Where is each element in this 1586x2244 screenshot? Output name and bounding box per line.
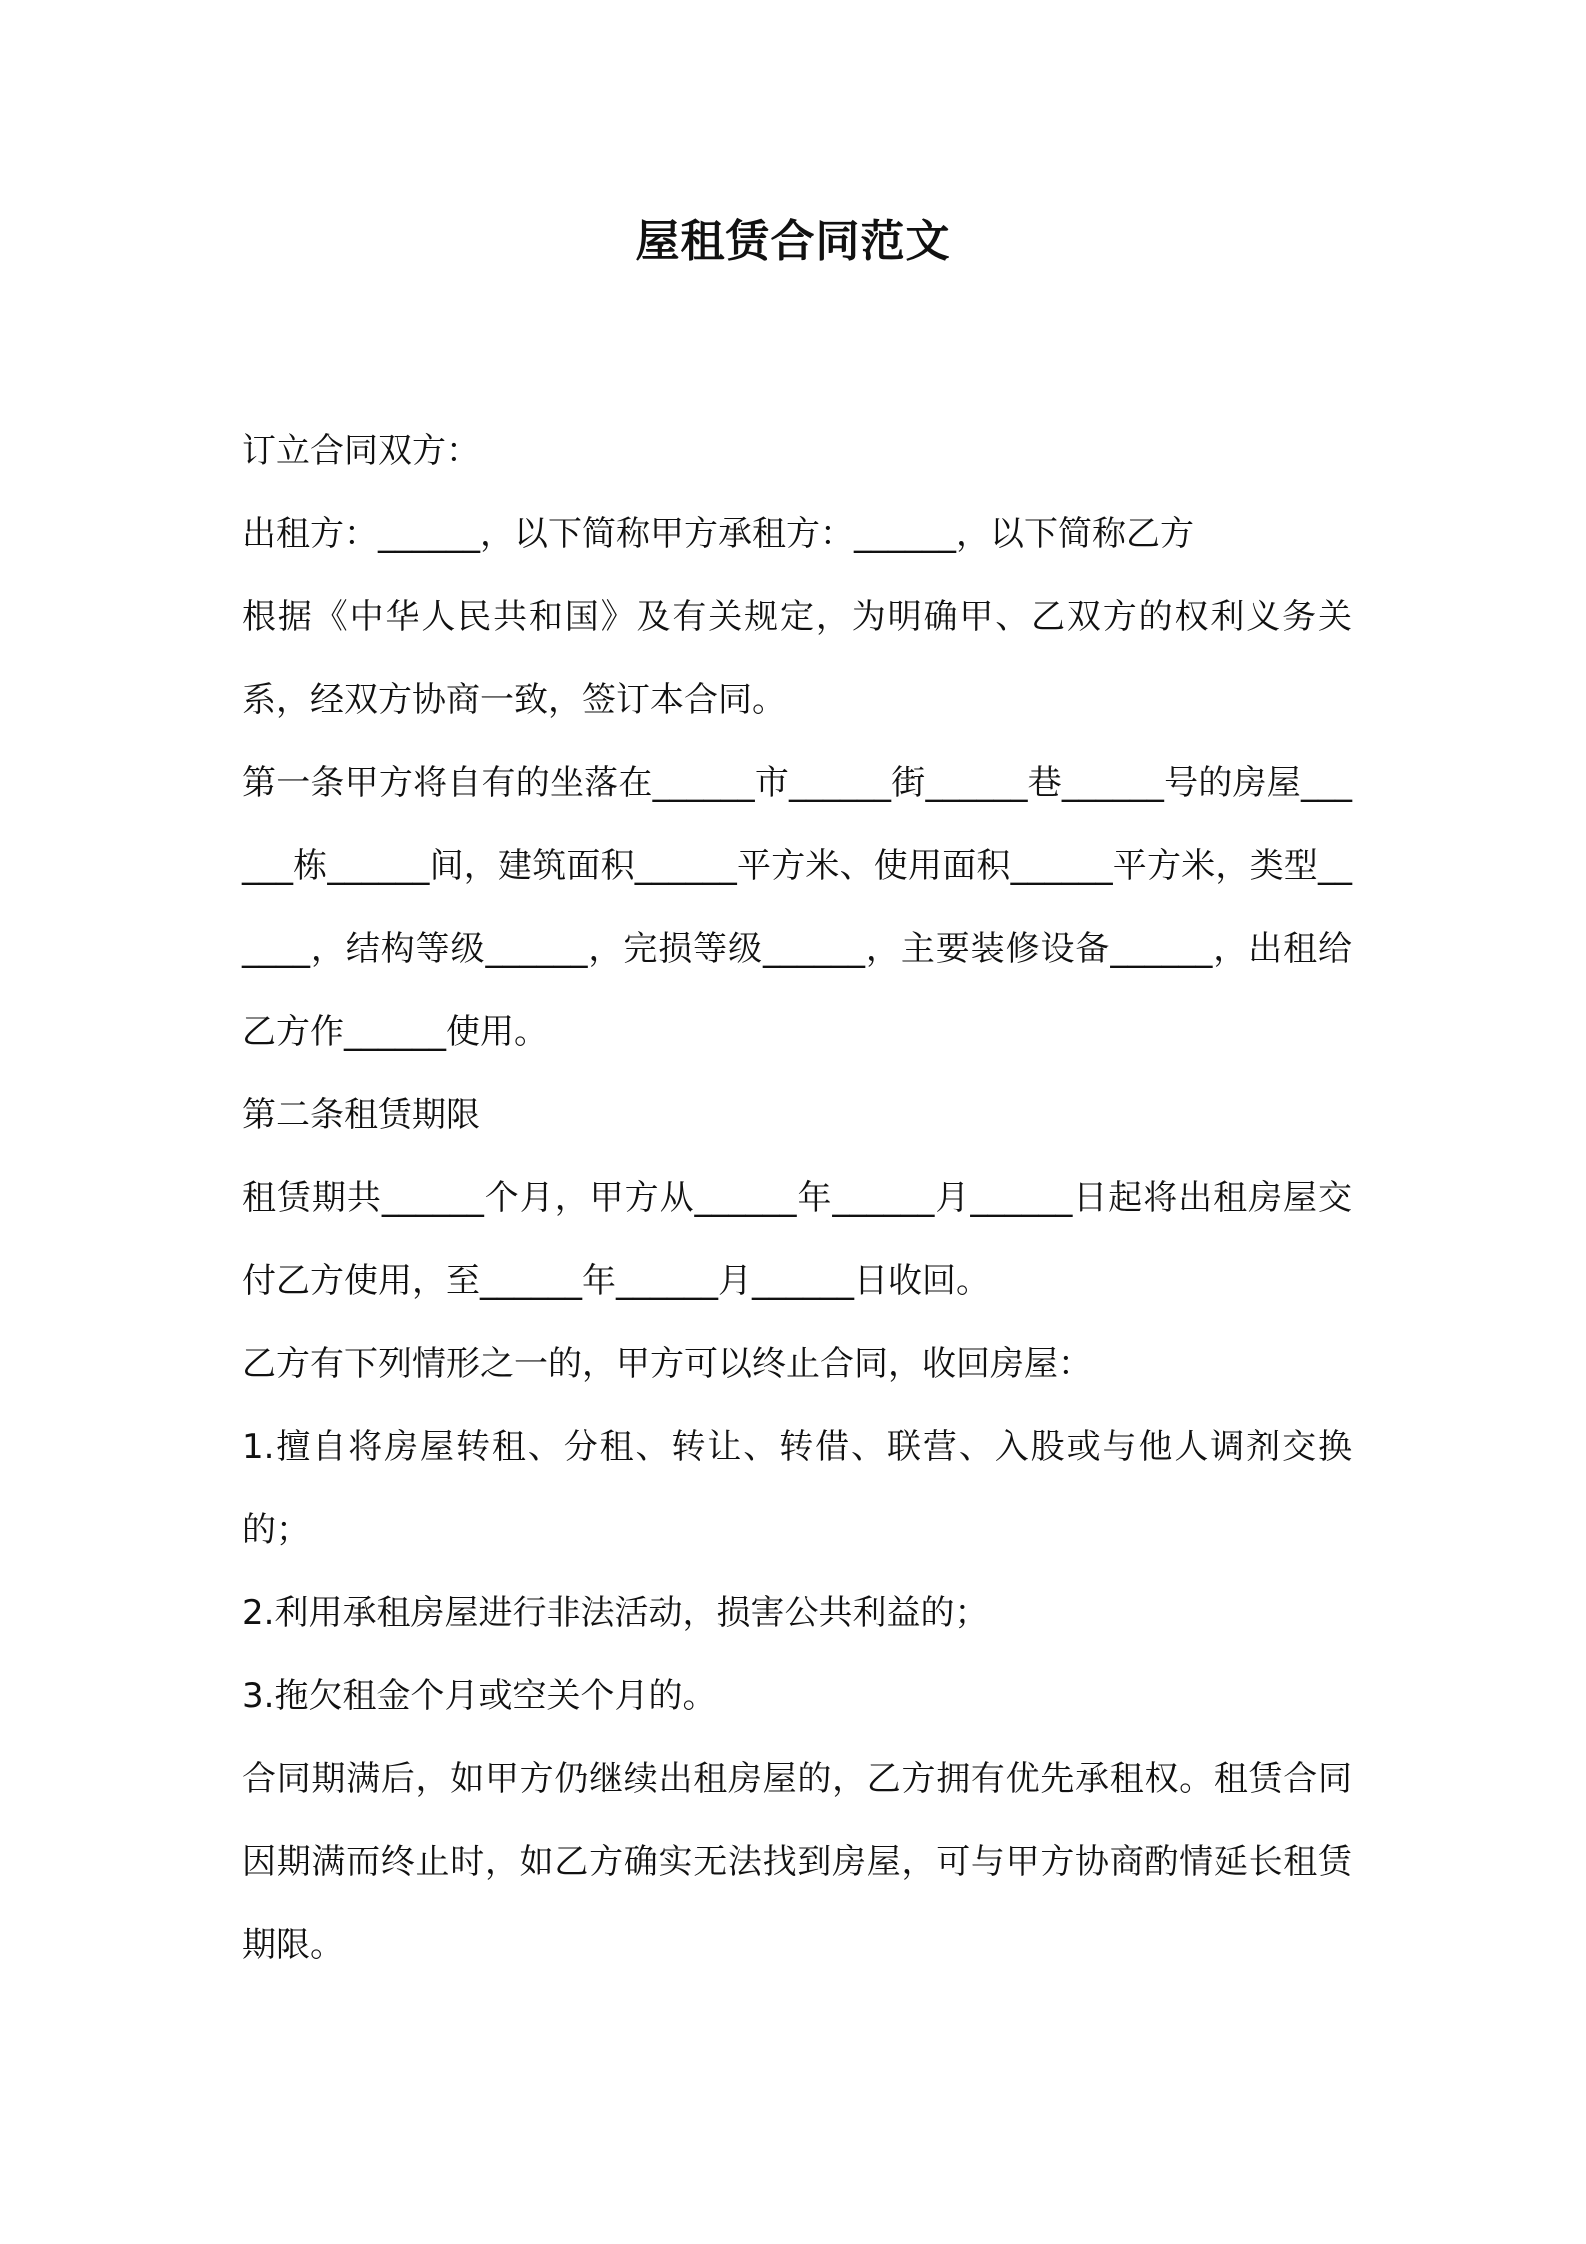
- renewal-paragraph: 合同期满后，如甲方仍继续出租房屋的，乙方拥有优先承租权。租赁合同因期满而终止时，如乙方确实无法找到房屋，可与甲方协商酌情延长租赁期限。: [242, 1759, 1352, 1965]
- termination-intro-paragraph: 乙方有下列情形之一的，甲方可以终止合同，收回房屋：: [242, 1344, 1092, 1384]
- document-body: [242, 410, 1352, 1987]
- parties-heading: 订立合同双方：: [242, 431, 480, 471]
- lease-term-paragraph: 租赁期共______个月，甲方从______年______月______日起将出租房屋交付乙方使用，至______年______月______日收回。: [242, 1178, 1352, 1301]
- parties-line: 出租方：______，以下简称甲方承租方：______，以下简称乙方: [242, 514, 1194, 554]
- termination-item-1: 1.擅自将房屋转租、分租、转让、转借、联营、入股或与他人调剂交换的；: [242, 1427, 1352, 1550]
- preamble-paragraph: 根据《中华人民共和国》及有关规定，为明确甲、乙双方的权利义务关系，经双方协商一致，签订本合同。: [242, 597, 1352, 720]
- termination-item-2: 2.利用承租房屋进行非法活动，损害公共利益的；: [242, 1593, 989, 1633]
- article-one-paragraph: 第一条甲方将自有的坐落在______市______街______巷______号的房屋______栋______间，建筑面积______平方米、使用面积______平方米，类型______，结构等级______，完损等级______，主要装修设备______，出租给乙方作______使用。: [242, 763, 1352, 1052]
- termination-item-3: 3.拖欠租金个月或空关个月的。: [242, 1676, 717, 1716]
- document-title: 屋租赁合同范文: [635, 216, 951, 267]
- article-two-heading: 第二条租赁期限: [242, 1095, 480, 1135]
